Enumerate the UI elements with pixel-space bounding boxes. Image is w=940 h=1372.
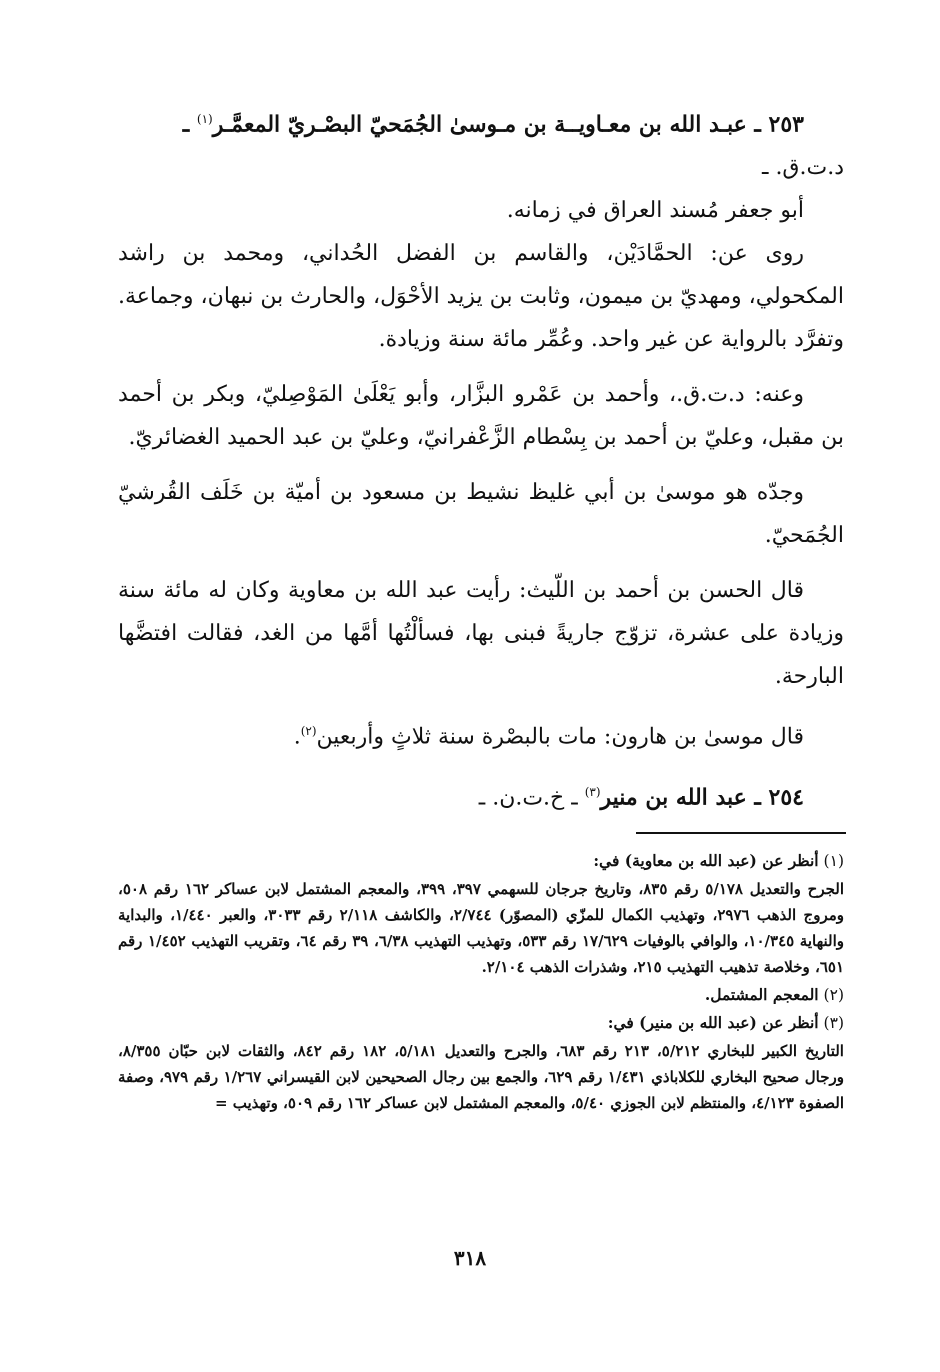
entry-253-death (118, 710, 844, 758)
entry-253-dash: ـ (182, 111, 197, 138)
footnote-3-head (118, 1010, 844, 1036)
entry-254-heading: ٢٥٤ ـ عبد الله بن منير (600, 783, 804, 810)
footnote-3-title: أنظر عن (عبد الله بن منير) في: (607, 1013, 819, 1032)
entry-253-lineage: وجدّه هو موسىٰ بن أبي غليظ نشيط بن مسعود بن أميّة بن خَلَف القُرشيّ الجُمَحيّ. (118, 480, 844, 549)
footnote-2-head (118, 982, 844, 1008)
footnote-1-title: أنظر عن (عبد الله بن معاوية) في: (593, 851, 819, 870)
footnote-separator (636, 832, 846, 834)
footnote-2-title: المعجم المشتمل. (704, 985, 819, 1004)
entry-253-description: أبو جعفر مُسند العراق في زمانه. (506, 198, 804, 224)
entry-253-codes: د.ت.ق. ـ (762, 155, 844, 181)
footnote-2-mark: (٢) (823, 986, 844, 1004)
page-number: ٣١٨ (453, 1246, 487, 1270)
entry-254-codes: ـ خ.ت.ن. ـ (478, 784, 585, 810)
footnote-1-body: الجرح والتعديل ٥/١٧٨ رقم ٨٣٥، وتاريخ جرجان للسهمي ٣٩٧، ٣٩٩، والمعجم المشتمل لابن عساكر ١٦٢ رقم ٥٠٨، ومروج الذهب ٢٩٧٦، وتهذيب الكمال للمزّي (المصوّر) ٢/٧٤٤، والكاشف ٢/١١٨ رقم ٣٠٣٣، والعبر ١/٤٤٠، والبداية والنهاية ١٠/٣٤٥، والوافي بالوفيات ١٧/٦٢٩ رقم ٥٣٣، وتهذيب التهذيب ٦/٣٨، ٣٩ رقم ٦٤، وتقريب التهذيب ١/٤٥٢ رقم ٦٥١، وخلاصة تذهيب التهذيب ٢١٥، وشذرات الذهب ٢/١٠٤. (118, 880, 845, 976)
entry-253-heading: ٢٥٣ ـ عبـد الله بن معـاويــة بن مـوسىٰ الجُمَحيّ البصْـريّ المعمَّـر (212, 111, 804, 138)
footnotes (118, 848, 844, 1118)
footnote-3-body: التاريخ الكبير للبخاري ٥/٢١٢، ٢١٣ رقم ٦٨٣، والجرح والتعديل ٥/١٨١، ١٨٢ رقم ٨٤٢، والثقات لابن حبّان ٨/٣٥٥، ورجال صحيح البخاري للكلاباذي ١/٤٣١ رقم ٦٢٩، والجمع بين رجال الصحيحين لابن القيسراني ١/٢٦٧ رقم ٩٧٩، وصفة الصفوة ٤/١٢٣، والمنتظم لابن الجوزي ٥/٤٠، والمعجم المشتمل لابن عساكر ١٦٢ رقم ٥٠٩، وتهذيب = (118, 1042, 844, 1112)
footnote-1-head (118, 848, 844, 874)
main-text (118, 98, 844, 819)
entry-253-death-text: قال موسىٰ بن هارون: مات بالبصْرة سنة ثلاثٍ وأربعين (316, 724, 804, 750)
footnote-ref-2: (٢) (300, 724, 317, 739)
footnote-1-mark: (١) (823, 852, 844, 870)
entry-253-heading-line (118, 98, 844, 146)
entry-253-narrated-from: روى عن: الحمَّادَيْن، والقاسم بن الفضل الحُداني، ومحمد بن راشد المكحولي، ومهديّ بن ميمون، وثابت بن يزيد الأحْوَل، والحارث بن نبهان، وجماعة. وتفرَّد بالرواية عن غير واحد. وعُمِّر مائة سنة وزيادة. (118, 241, 844, 353)
entry-253-anecdote: قال الحسن بن أحمد بن اللّيث: رأيت عبد الله بن معاوية وكان له مائة سنة وزيادة على عشرة، تزوّج جاريةً فبنى بها، فسألْتُها أمَّها من الغد، فقالت افتضَّها البارحة. (118, 578, 844, 690)
footnote-ref-3: (٣) (584, 784, 601, 799)
footnote-3-mark: (٣) (823, 1014, 844, 1032)
entry-253-death-end: . (293, 724, 301, 750)
footnote-ref-1: (١) (196, 112, 213, 126)
entry-254-heading-line (118, 771, 844, 819)
entry-253-narrators: وعنه: د.ت.ق.، وأحمد بن عَمْرو البزَّار، وأبو يَعْلَىٰ المَوْصِليّ، وبكر بن أحمد بن مقبل، وعليّ بن أحمد بن بِسْطام الزَّعْفرانيّ، وعليّ بن عبد الحميد الغضائريّ. (118, 382, 844, 451)
